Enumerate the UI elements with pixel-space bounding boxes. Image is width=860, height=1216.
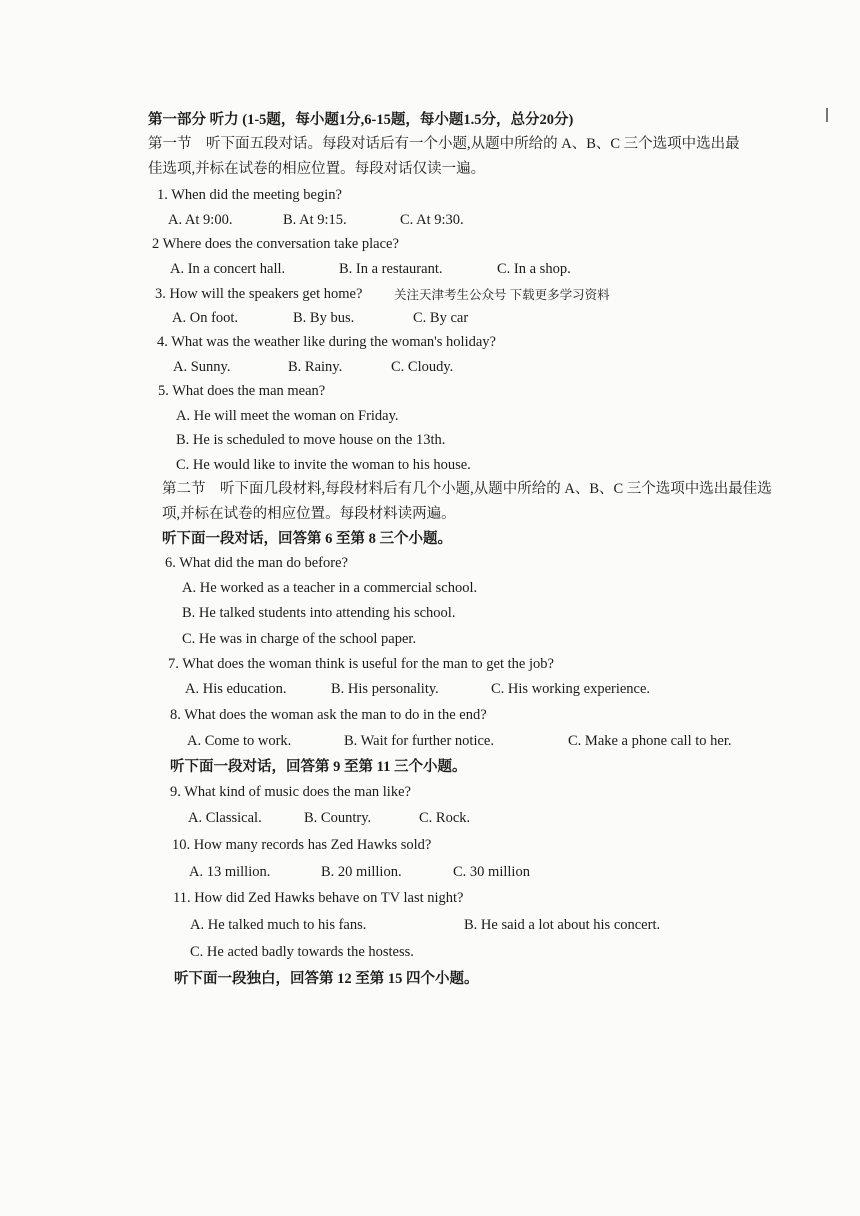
q9-stem: 9. What kind of music does the man like?	[170, 784, 411, 800]
q8-option-a: A. Come to work.	[187, 733, 292, 749]
q2-option-c: C. In a shop.	[497, 261, 571, 277]
q6-stem: 6. What did the man do before?	[165, 555, 348, 571]
q9-option-c: C. Rock.	[419, 810, 471, 826]
section2-intro-line2: 项,并标在试卷的相应位置。每段材料读两遍。	[162, 506, 456, 522]
q11-option-a: A. He talked much to his fans.	[190, 917, 367, 933]
q11-option-b: B. He said a lot about his concert.	[464, 917, 661, 933]
q2-option-a: A. In a concert hall.	[170, 261, 286, 277]
q6-option-b: B. He talked students into attending his school.	[182, 605, 456, 621]
q3-option-b: B. By bus.	[293, 310, 355, 326]
q11-option-c: C. He acted badly towards the hostess.	[190, 944, 414, 960]
q2-stem: 2 Where does the conversation take place?	[152, 236, 399, 252]
q10-option-c: C. 30 million	[453, 864, 530, 880]
q1-option-c: C. At 9:30.	[400, 212, 464, 228]
q4-stem: 4. What was the weather like during the woman's holiday?	[157, 334, 496, 350]
q10-option-b: B. 20 million.	[321, 864, 402, 880]
q10-option-a: A. 13 million.	[189, 864, 271, 880]
q2-option-b: B. In a restaurant.	[339, 261, 443, 277]
q5-option-b: B. He is scheduled to move house on the 13th.	[176, 432, 446, 448]
part1-header: 第一部分 听力 (1-5题，每小题1分,6-15题，每小题1.5分，总分20分)	[148, 112, 574, 128]
q6-option-c: C. He was in charge of the school paper.	[182, 631, 417, 647]
q1-stem: 1. When did the meeting begin?	[157, 187, 342, 203]
q6-option-a: A. He worked as a teacher in a commercial school.	[182, 580, 478, 596]
scan-mark	[826, 108, 828, 122]
q3-promo-note: 关注天津考生公众号 下载更多学习资料	[394, 288, 610, 302]
q7-stem: 7. What does the woman think is useful for the man to get the job?	[168, 656, 554, 672]
q7-option-b: B. His personality.	[331, 681, 439, 697]
section1-intro-line1: 第一节 听下面五段对话。每段对话后有一个小题,从题中所给的 A、B、C 三个选项中选出最	[148, 136, 740, 152]
q3-stem: 3. How will the speakers get home?	[155, 286, 363, 302]
q9-option-a: A. Classical.	[188, 810, 262, 826]
q3-option-a: A. On foot.	[172, 310, 239, 326]
q8-option-c: C. Make a phone call to her.	[568, 733, 732, 749]
q5-option-c: C. He would like to invite the woman to his house.	[176, 457, 471, 473]
group1-heading: 听下面一段对话，回答第 6 至第 8 三个小题。	[162, 531, 452, 547]
section1-intro-line2: 佳选项,并标在试卷的相应位置。每段对话仅读一遍。	[148, 161, 486, 177]
q4-option-b: B. Rainy.	[288, 359, 343, 375]
q7-option-c: C. His working experience.	[491, 681, 651, 697]
q9-option-b: B. Country.	[304, 810, 372, 826]
q8-option-b: B. Wait for further notice.	[344, 733, 494, 749]
q8-stem: 8. What does the woman ask the man to do in the end?	[170, 707, 487, 723]
q11-stem: 11. How did Zed Hawks behave on TV last night?	[173, 890, 464, 906]
q1-option-b: B. At 9:15.	[283, 212, 347, 228]
q5-stem: 5. What does the man mean?	[158, 383, 326, 399]
group3-heading: 听下面一段独白，回答第 12 至第 15 四个小题。	[174, 971, 479, 987]
q4-option-a: A. Sunny.	[173, 359, 231, 375]
q5-option-a: A. He will meet the woman on Friday.	[176, 408, 399, 424]
q7-option-a: A. His education.	[185, 681, 287, 697]
section2-intro-line1: 第二节 听下面几段材料,每段材料后有几个小题,从题中所给的 A、B、C 三个选项中选出最佳选	[162, 481, 772, 497]
q3-option-c: C. By car	[413, 310, 469, 326]
q10-stem: 10. How many records has Zed Hawks sold?	[172, 837, 432, 853]
q1-option-a: A. At 9:00.	[168, 212, 233, 228]
q4-option-c: C. Cloudy.	[391, 359, 454, 375]
group2-heading: 听下面一段对话，回答第 9 至第 11 三个小题。	[170, 759, 467, 775]
